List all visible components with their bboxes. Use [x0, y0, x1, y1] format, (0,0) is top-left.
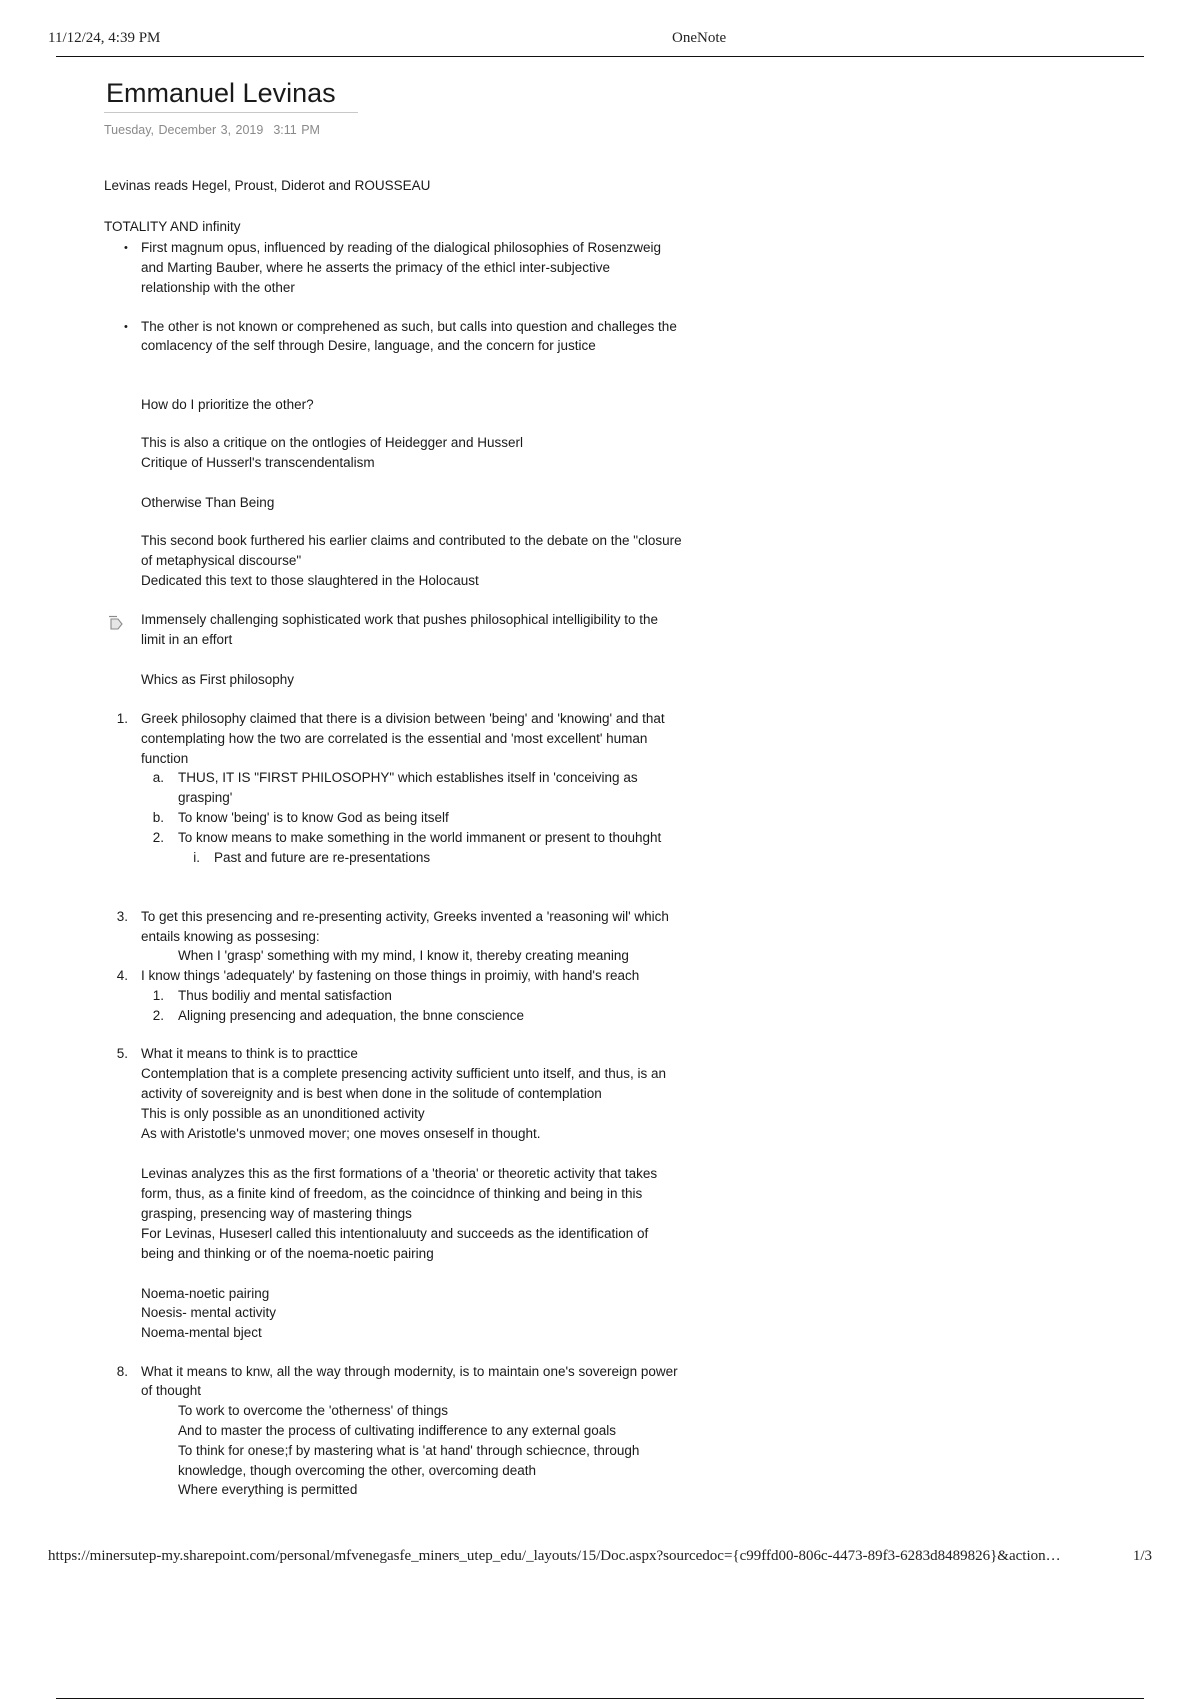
note-line: Greek philosophy claimed that there is a division between 'being' and 'knowing' and that	[141, 711, 665, 726]
note-line: Where everything is permitted	[178, 1482, 358, 1497]
note-line: Critique of Husserl's transcendentalism	[141, 455, 375, 470]
list-marker: 1.	[116, 711, 128, 726]
note-line: This is only possible as an unonditioned activity	[141, 1106, 425, 1121]
note-line: grasping'	[178, 790, 233, 805]
note-line: First magnum opus, influenced by reading of the dialogical philosophies of Rosenzweig	[141, 240, 662, 255]
page-number: 1/3	[1132, 1548, 1152, 1564]
note-line: of metaphysical discourse"	[141, 553, 302, 568]
note-line: This second book furthered his earlier claims and contributed to the debate on the "closure	[141, 533, 682, 548]
note-line: How do I prioritize the other?	[141, 397, 314, 412]
bullet-dot: •	[124, 242, 128, 254]
list-marker: i.	[193, 850, 200, 865]
note-line: relationship with the other	[141, 280, 295, 295]
note-line: What it means to think is to practtice	[141, 1046, 358, 1061]
list-marker: 3.	[116, 909, 128, 924]
note-line: To think for onese;f by mastering what is 'at hand' through schiecnce, through	[178, 1443, 640, 1458]
note-line: Past and future are re-presentations	[214, 850, 431, 865]
print-url[interactable]: https://minersutep-my.sharepoint.com/personal/mfvenegasfe_miners_utep_edu/_layouts/15/Doc.aspx?sourcedoc={c99ffd00-806c-4473-89f3-6283d8489826}&action…	[48, 1548, 1061, 1564]
list-marker: 5.	[116, 1046, 128, 1061]
note-line: Noema-noetic pairing	[141, 1286, 270, 1301]
note-line: activity of sovereignity and is best when done in the solitude of contemplation	[141, 1086, 602, 1101]
note-line: The other is not known or comprehened as such, but calls into question and challeges the	[141, 319, 677, 334]
note-line: As with Aristotle's unmoved mover; one moves onseself in thought.	[141, 1126, 541, 1141]
note-line: This is also a critique on the ontlogies of Heidegger and Husserl	[141, 435, 523, 450]
page-time-text: 3:11 PM	[273, 123, 320, 137]
note-line: Aligning presencing and adequation, the bnne conscience	[178, 1008, 525, 1023]
note-line: I know things 'adequately' by fastening on those things in proimiy, with hand's reach	[141, 968, 640, 983]
list-marker: a.	[152, 770, 164, 785]
note-line: and Marting Bauber, where he asserts the primacy of the ethicl inter-subjective	[141, 260, 610, 275]
page-date	[104, 123, 320, 137]
note-line: To know 'being' is to know God as being itself	[178, 810, 449, 825]
note-line: function	[141, 751, 189, 766]
note-line: Dedicated this text to those slaughtered in the Holocaust	[141, 573, 479, 588]
note-line: THUS, IT IS "FIRST PHILOSOPHY" which establishes itself in 'conceiving as	[178, 770, 638, 785]
note-line: knowledge, though overcoming the other, overcoming death	[178, 1463, 536, 1478]
list-marker: 4.	[116, 968, 128, 983]
note-line: To know means to make something in the world immanent or present to thouhght	[178, 830, 662, 845]
note-line: Levinas reads Hegel, Proust, Diderot and ROUSSEAU	[104, 178, 431, 193]
note-line: Contemplation that is a complete presencing activity sufficient unto itself, and thus, is an	[141, 1066, 667, 1081]
note-line: of thought	[141, 1383, 202, 1398]
list-marker: b.	[152, 810, 164, 825]
note-line: Noesis- mental activity	[141, 1305, 277, 1320]
note-line: limit in an effort	[141, 632, 233, 647]
note-tag-icon[interactable]	[108, 614, 124, 630]
note-line: To get this presencing and re-presenting activity, Greeks invented a 'reasoning wil' which	[141, 909, 669, 924]
note-line: being and thinking or of the noema-noetic pairing	[141, 1246, 434, 1261]
list-marker: 8.	[116, 1364, 128, 1379]
note-line: comlacency of the self through Desire, language, and the concern for justice	[141, 338, 596, 353]
title-underline	[104, 112, 358, 113]
note-line: And to master the process of cultivating indifference to any external goals	[178, 1423, 616, 1438]
note-line: grasping, presencing way of mastering things	[141, 1206, 412, 1221]
note-line: entails knowing as possesing:	[141, 929, 320, 944]
note-line: What it means to knw, all the way through modernity, is to maintain one's sovereign power	[141, 1364, 678, 1379]
note-line: When I 'grasp' something with my mind, I know it, thereby creating meaning	[178, 948, 629, 963]
note-line: TOTALITY AND infinity	[104, 219, 241, 234]
note-line: To work to overcome the 'otherness' of things	[178, 1403, 449, 1418]
note-line: Whics as First philosophy	[141, 672, 295, 687]
header-divider	[56, 56, 1144, 57]
note-line: For Levinas, Huseserl called this intentionaluuty and succeeds as the identification of	[141, 1226, 649, 1241]
note-line: Otherwise Than Being	[141, 495, 275, 510]
note-line: Levinas analyzes this as the first formations of a 'theoria' or theoretic activity that takes	[141, 1166, 658, 1181]
note-line: form, thus, as a finite kind of freedom, as the coincidnce of thinking and being in this	[141, 1186, 643, 1201]
print-app-name: OneNote	[672, 30, 727, 46]
note-line: Immensely challenging sophisticated work that pushes philosophical intelligibility to the	[141, 612, 659, 627]
bullet-dot: •	[124, 321, 128, 333]
note-line: Noema-mental bject	[141, 1325, 262, 1340]
page-date-text: Tuesday, December 3, 2019	[104, 123, 264, 137]
footer-divider	[56, 1698, 1144, 1699]
note-line: contemplating how the two are correlated is the essential and 'most excellent' human	[141, 731, 648, 746]
note-line: Thus bodiliy and mental satisfaction	[178, 988, 392, 1003]
list-marker: 2.	[152, 830, 164, 845]
page-title[interactable]: Emmanuel Levinas	[106, 78, 336, 108]
list-marker: 1.	[152, 988, 164, 1003]
list-marker: 2.	[152, 1008, 164, 1023]
print-timestamp: 11/12/24, 4:39 PM	[48, 30, 161, 46]
